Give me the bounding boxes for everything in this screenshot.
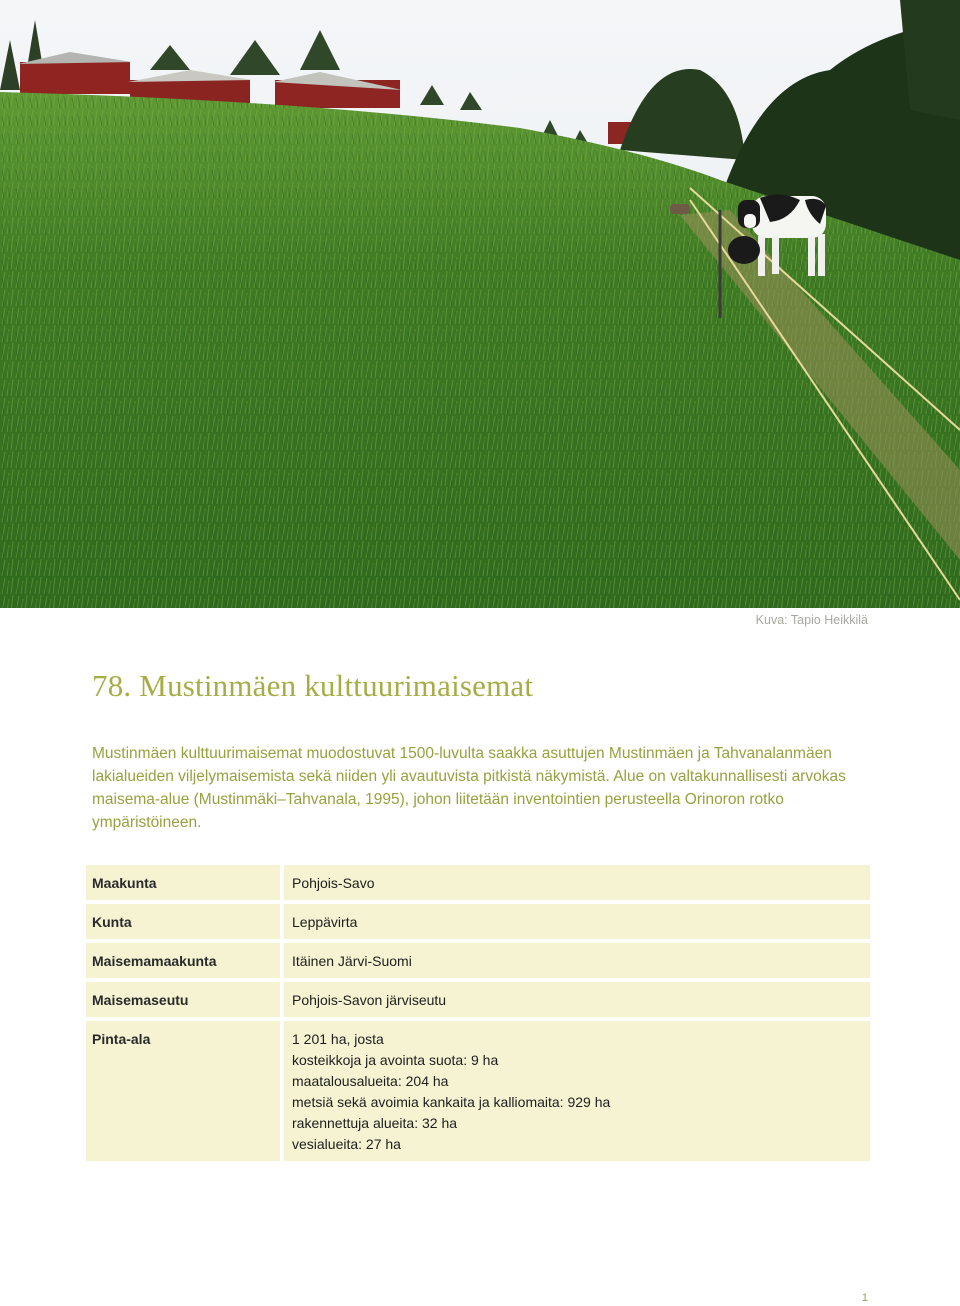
area-line: rakennettuja alueita: 32 ha xyxy=(292,1115,458,1131)
area-line: metsiä sekä avoimia kankaita ja kalliomaita: 929 ha xyxy=(292,1094,611,1110)
row-value-kunta: Leppävirta xyxy=(284,904,870,939)
row-label-kunta: Kunta xyxy=(86,904,284,939)
intro-paragraph: Mustinmäen kulttuurimaisemat muodostuvat 1500-luvulta saakka asuttujen Mustinmäen ja Tahvanalanmäen lakialueiden viljelymaisemista sekä niiden yli avautuvista pitkistä näkymistä. Alue on valtakunnallisesti arvokas maisema-alue (Mustinmäki–Tahvanala, 1995), johon liitetään inventointien perusteella Orinoron rotko ympäristöineen. xyxy=(92,745,846,831)
table-row xyxy=(86,943,870,978)
area-line: 1 201 ha, josta xyxy=(292,1031,384,1047)
table-row xyxy=(86,1021,870,1161)
area-line: vesialueita: 27 ha xyxy=(292,1136,401,1152)
area-line: kosteikkoja ja avointa suota: 9 ha xyxy=(292,1052,499,1068)
info-table xyxy=(86,861,870,1165)
row-value-pinta-ala xyxy=(284,1021,870,1161)
row-label-maisemamaakunta: Maisemamaakunta xyxy=(86,943,284,978)
row-value-maakunta: Pohjois-Savo xyxy=(284,865,870,900)
landscape-photo xyxy=(0,0,960,608)
table-row xyxy=(86,982,870,1017)
page-title: 78. Mustinmäen kulttuurimaisemat xyxy=(92,668,534,703)
table-row xyxy=(86,904,870,939)
page-number: 1 xyxy=(861,1292,868,1304)
row-label-maisemaseutu: Maisemaseutu xyxy=(86,982,284,1017)
row-value-maisemaseutu: Pohjois-Savon järviseutu xyxy=(284,982,870,1017)
row-value-maisemamaakunta: Itäinen Järvi-Suomi xyxy=(284,943,870,978)
landscape-photo-icon xyxy=(0,0,960,608)
row-label-pinta-ala: Pinta-ala xyxy=(86,1021,284,1161)
table-row xyxy=(86,865,870,900)
photo-credit: Kuva: Tapio Heikkilä xyxy=(755,613,868,627)
area-line: maatalousalueita: 204 ha xyxy=(292,1073,449,1089)
row-label-maakunta: Maakunta xyxy=(86,865,284,900)
